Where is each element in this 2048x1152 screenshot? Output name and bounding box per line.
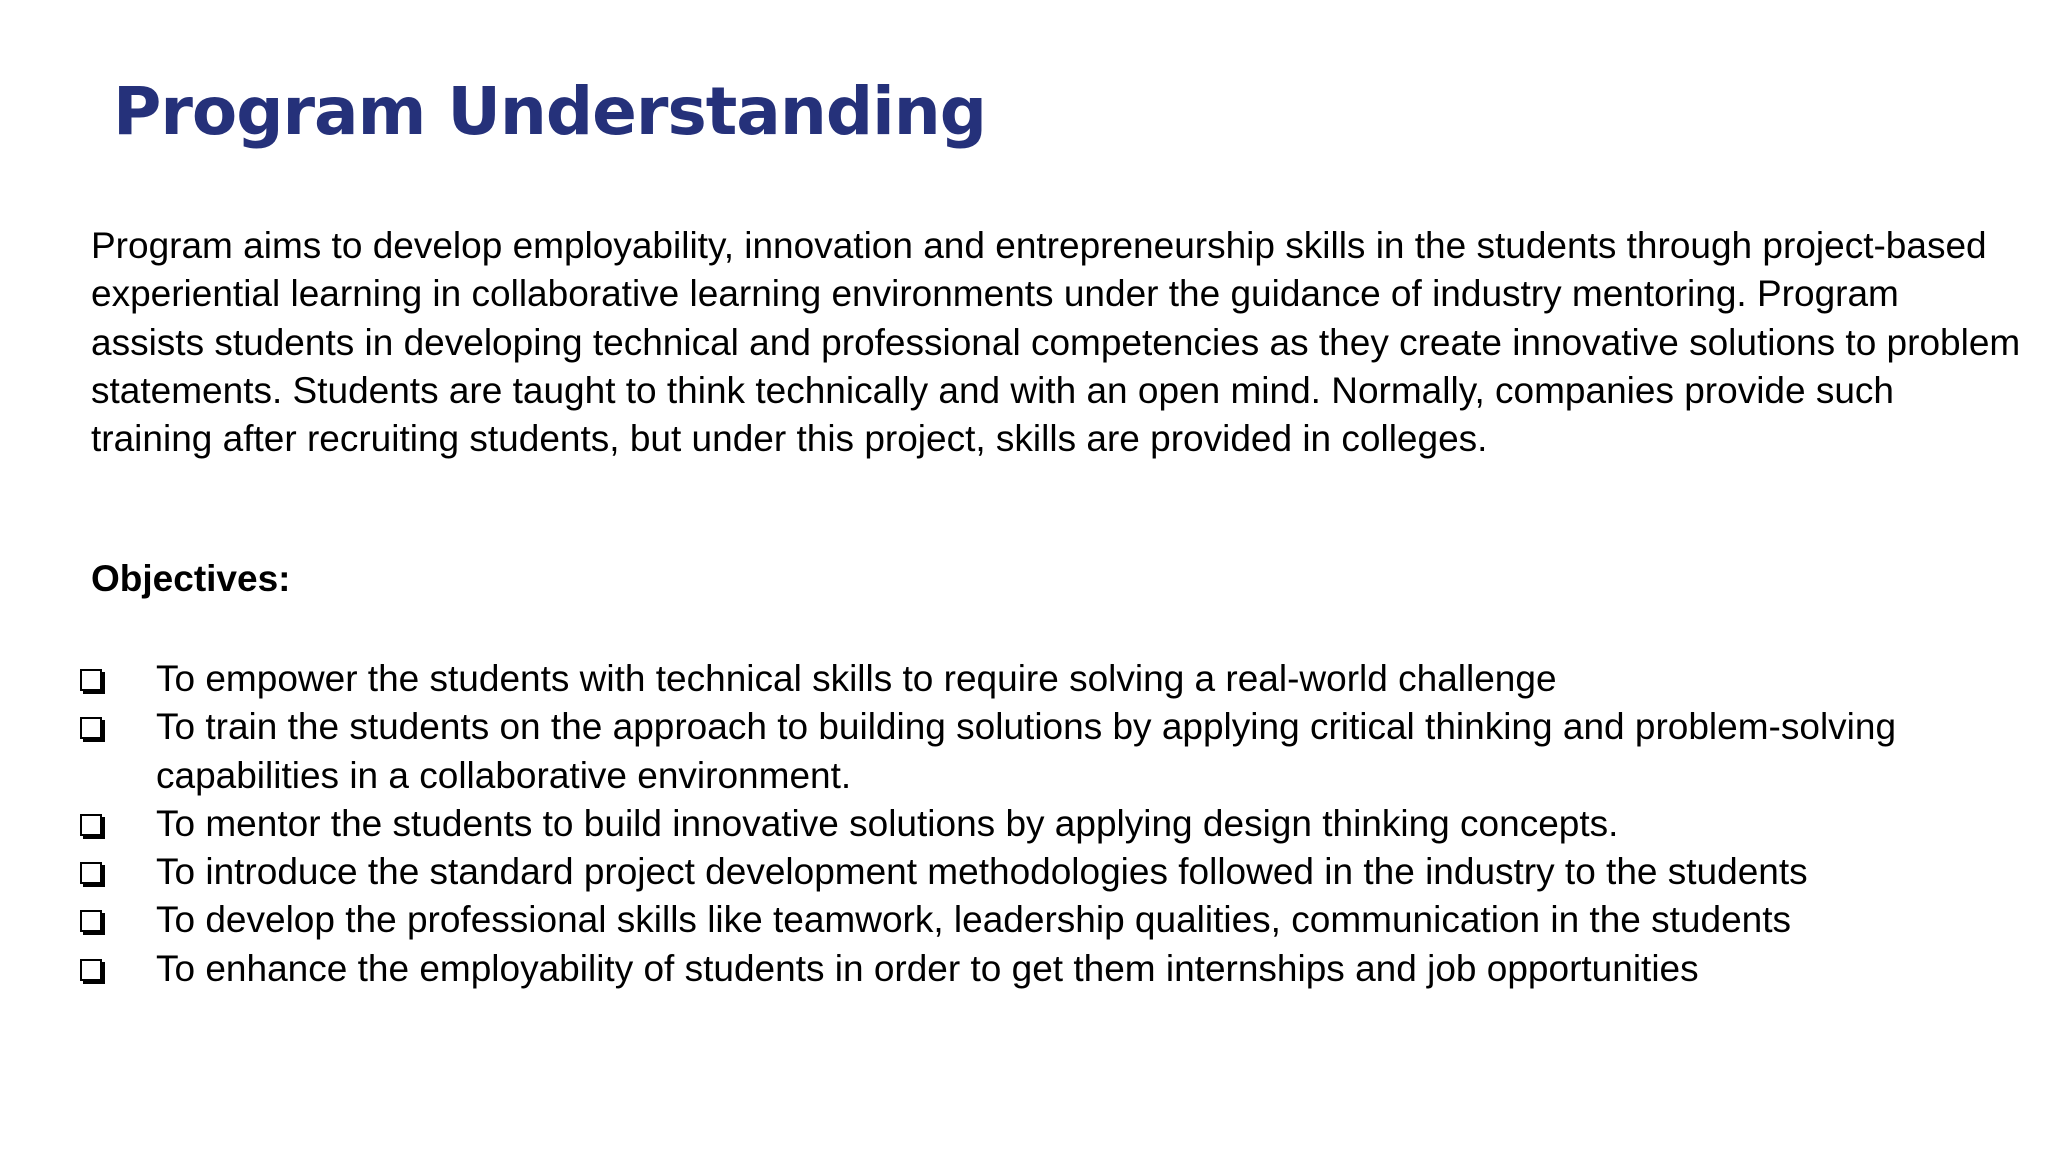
objective-item [0, 800, 2048, 848]
checkbox-icon [80, 669, 102, 691]
checkbox-icon [80, 959, 102, 981]
objective-text: To develop the professional skills like teamwork, leadership qualities, communication in the students [156, 899, 1792, 941]
objective-item [0, 703, 2048, 800]
objective-text: To empower the students with technical skills to require solving a real-world challenge [156, 658, 1557, 699]
intro-paragraph: Program aims to develop employability, innovation and entrepreneurship skills in the students through project-based experiential learning in collaborative learning environments under the guidance of industry mentoring. Program assists students in developing technical and professional competencies as they create innovative solutions to problem statements. Students are taught to think technically and with an open mind. Normally, companies provide such training after recruiting students, but under this project, skills are provided in colleges. [91, 225, 2021, 460]
objective-text: To introduce the standard project development methodologies followed in the industry to the students [156, 851, 1808, 893]
objective-item [0, 896, 2048, 944]
checkbox-icon [80, 717, 102, 739]
slide-title: Program Understanding [113, 73, 986, 150]
objective-item [0, 848, 2048, 896]
objective-item [0, 945, 2048, 993]
objective-text: To train the students on the approach to building solutions by applying critical thinking and problem-solving capabilities in a collaborative environment. [156, 706, 1897, 796]
objective-text: To mentor the students to build innovative solutions by applying design thinking concepts. [156, 802, 1619, 844]
checkbox-icon [80, 862, 102, 884]
checkbox-icon [80, 910, 102, 932]
checkbox-icon [80, 814, 102, 836]
objectives-heading: Objectives: [91, 558, 291, 599]
objectives-list [0, 655, 2048, 993]
objective-text: To enhance the employability of students in order to get them internships and job opportunities [156, 947, 1699, 989]
objective-item [0, 655, 2048, 703]
